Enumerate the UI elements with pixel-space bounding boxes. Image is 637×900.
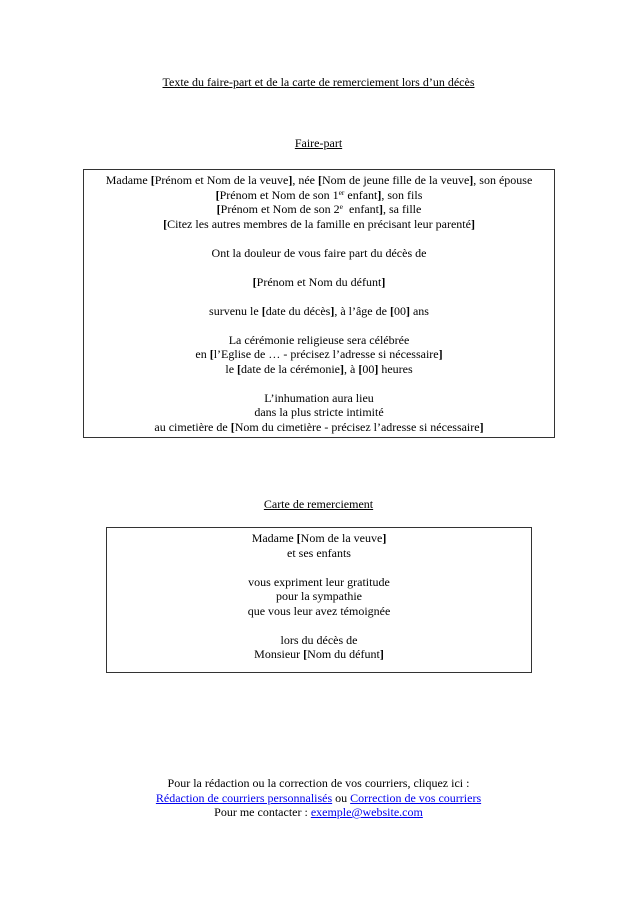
fp-text: , son fils	[381, 187, 423, 202]
correction-link[interactable]: Correction de vos courriers	[350, 790, 482, 805]
carte-placeholder: Nom du défunt	[307, 647, 380, 661]
fp-line-7	[84, 304, 554, 319]
bracket: [	[318, 173, 322, 187]
fp-placeholder: 00	[393, 303, 406, 318]
bracket: [	[237, 361, 242, 376]
contact-label: Pour me contacter :	[214, 805, 311, 819]
fp-line-8: La cérémonie religieuse sera célébrée	[228, 332, 410, 347]
carte-heading: Carte de remerciement	[263, 497, 374, 511]
fp-text: en	[195, 347, 210, 361]
bracket: [	[296, 531, 301, 545]
bracket: [	[303, 647, 308, 661]
bracket: ]	[288, 173, 293, 187]
bracket: [	[230, 419, 235, 434]
footer-line-2	[0, 791, 637, 806]
faire-part-box	[83, 169, 555, 438]
redaction-link[interactable]: Rédaction de courriers personnalisés	[155, 790, 333, 805]
fp-placeholder: Nom du cimetière - précisez l’adresse si nécessaire	[234, 419, 480, 434]
bracket: ]	[479, 419, 484, 434]
carte-line-6: lors du décès de	[280, 632, 358, 647]
fp-placeholder: date de la cérémonie	[241, 361, 340, 376]
fp-placeholder: l’Eglise de … - précisez l’adresse si nécessaire	[213, 347, 439, 361]
fp-text: survenu le	[209, 303, 262, 318]
carte-placeholder: Nom de la veuve	[300, 531, 383, 545]
carte-text: Monsieur	[254, 647, 304, 661]
bracket: [	[209, 347, 214, 361]
fp-placeholder: Prénom et Nom du défunt	[256, 274, 382, 289]
fp-placeholder: Prénom et Nom de son 1	[219, 187, 339, 202]
fp-line-2	[84, 188, 554, 203]
carte-line-3: vous expriment leur gratitude	[248, 574, 390, 589]
bracket: ]	[379, 647, 384, 661]
fp-placeholder: Citez les autres membres de la famille en précisant leur parenté	[167, 216, 471, 231]
fp-line-5: Ont la douleur de vous faire part du décès de	[211, 245, 427, 260]
fp-placeholder: Prénom et Nom de son 2	[220, 202, 340, 216]
fp-text: ans	[409, 303, 429, 318]
fp-text: , à l’âge de	[334, 303, 390, 318]
carte-line-1	[107, 531, 531, 546]
carte-line-7	[107, 647, 531, 662]
fp-text: , à	[343, 361, 359, 376]
fp-line-9	[84, 347, 554, 362]
fp-text: le	[225, 361, 238, 376]
fp-text: au cimetière de	[154, 419, 231, 434]
fp-placeholder: Prénom et Nom de la veuve	[154, 173, 289, 187]
bracket: ]	[330, 303, 335, 318]
bracket: [	[163, 216, 168, 231]
bracket: ]	[382, 531, 387, 545]
bracket: ]	[374, 361, 379, 376]
footer-separator: ou	[332, 790, 351, 805]
fp-placeholder: 00	[362, 361, 375, 376]
bracket: [	[216, 202, 221, 216]
fp-line-10	[84, 362, 554, 377]
superscript: er	[338, 187, 345, 197]
bracket: ]	[381, 274, 386, 289]
carte-line-4: pour la sympathie	[276, 589, 362, 603]
bracket: [	[358, 361, 363, 376]
bracket: [	[215, 187, 220, 202]
bracket: ]	[438, 347, 443, 361]
fp-line-1	[84, 173, 554, 188]
fp-text: , née	[292, 173, 318, 187]
email-link[interactable]: exemple@website.com	[310, 805, 423, 819]
fp-text: , son épouse	[473, 173, 533, 187]
fp-text: , sa fille	[383, 202, 422, 216]
fp-placeholder: date du décès	[265, 303, 331, 318]
bracket: [	[150, 173, 155, 187]
carte-line-2: et ses enfants	[287, 545, 351, 560]
document-title: Texte du faire-part et de la carte de remerciement lors d’un décès	[162, 75, 475, 89]
fp-line-4	[84, 217, 554, 232]
bracket: ]	[377, 187, 382, 202]
fp-line-3	[84, 202, 554, 217]
bracket: ]	[469, 173, 474, 187]
fp-line-13	[84, 420, 554, 435]
footer-line-3	[0, 805, 637, 820]
bracket: ]	[379, 202, 383, 216]
carte-text: Madame	[251, 531, 297, 545]
fp-placeholder: enfant	[344, 187, 378, 202]
carte-box	[106, 527, 532, 673]
fp-placeholder: Nom de jeune fille de la veuve	[322, 173, 470, 187]
fp-line-11: L’inhumation aura lieu	[264, 390, 374, 405]
fp-placeholder: enfant	[343, 202, 379, 216]
bracket: [	[389, 303, 394, 318]
fp-line-12: dans la plus stricte intimité	[254, 405, 384, 419]
fp-text: heures	[378, 361, 413, 376]
carte-line-5: que vous leur avez témoignée	[247, 603, 391, 618]
footer	[0, 776, 637, 820]
bracket: ]	[339, 361, 344, 376]
bracket: [	[252, 274, 257, 289]
fp-line-6	[84, 275, 554, 290]
bracket: [	[261, 303, 266, 318]
superscript: e	[339, 202, 344, 211]
bracket: ]	[470, 216, 475, 231]
faire-part-heading: Faire-part	[294, 136, 343, 150]
footer-line-1: Pour la rédaction ou la correction de vos courriers, cliquez ici :	[167, 776, 470, 790]
bracket: ]	[405, 303, 410, 318]
fp-text: Madame	[105, 173, 151, 187]
